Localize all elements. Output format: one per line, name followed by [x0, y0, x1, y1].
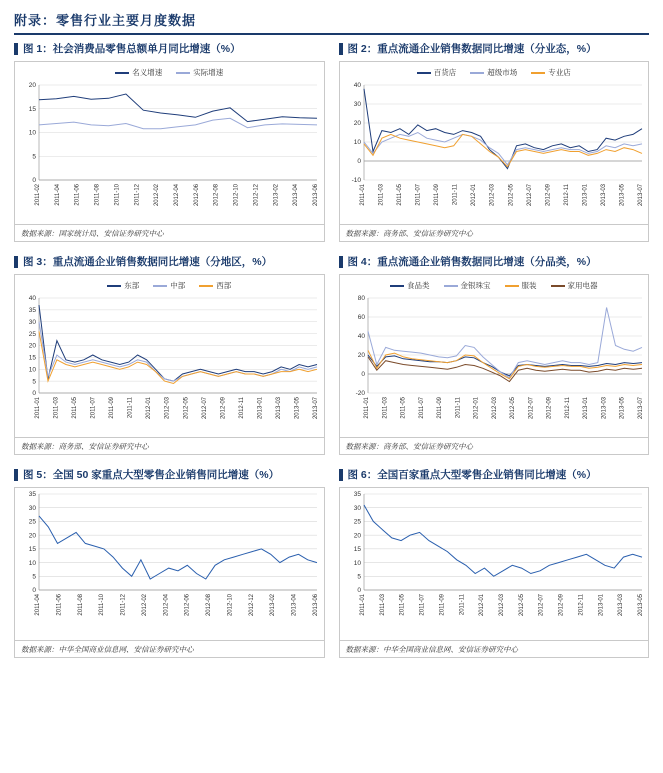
legend-item [107, 280, 139, 291]
legend-item [444, 280, 491, 291]
legend-label: 东部 [124, 281, 140, 290]
legend-swatch-icon [505, 285, 519, 287]
svg-text:5: 5 [32, 153, 36, 161]
svg-text:0: 0 [360, 371, 365, 379]
legend-label: 食品类 [407, 281, 430, 290]
svg-text:10: 10 [28, 559, 36, 567]
svg-text:-20: -20 [355, 390, 365, 398]
svg-text:60: 60 [357, 314, 365, 322]
figure-6 [332, 469, 650, 658]
figure-4-box [339, 274, 650, 455]
svg-text:2011-07: 2011-07 [415, 184, 422, 206]
svg-text:10: 10 [353, 559, 361, 567]
svg-text:30: 30 [353, 504, 361, 512]
figure-4-svg [340, 292, 650, 437]
figure-6-source: 数据来源：中华全国商业信息网、安信证券研究中心 [340, 640, 649, 657]
svg-text:2013-07: 2013-07 [637, 397, 644, 420]
svg-text:2012-10: 2012-10 [233, 184, 240, 207]
figure-1-box [14, 61, 325, 242]
svg-text:2012-06: 2012-06 [184, 594, 191, 617]
figure-2-svg [340, 79, 650, 224]
svg-text:2013-05: 2013-05 [637, 594, 644, 617]
figure-3-plot [15, 292, 324, 437]
svg-text:15: 15 [28, 354, 36, 362]
svg-text:2013-06: 2013-06 [313, 594, 319, 617]
legend-swatch-icon [176, 72, 190, 74]
legend-label: 服装 [521, 281, 537, 290]
svg-text:2011-01: 2011-01 [359, 594, 366, 616]
svg-text:2011-01: 2011-01 [35, 397, 41, 419]
legend-label: 超级市场 [487, 68, 518, 77]
legend-item [199, 280, 231, 291]
svg-text:5: 5 [32, 573, 36, 581]
svg-text:2011-03: 2011-03 [381, 397, 388, 419]
svg-text:2011-06: 2011-06 [74, 184, 81, 206]
svg-text:2012-04: 2012-04 [163, 594, 170, 617]
svg-text:2012-11: 2012-11 [563, 184, 570, 206]
svg-text:30: 30 [353, 101, 361, 109]
svg-text:2012-08: 2012-08 [213, 184, 220, 207]
svg-text:2011-08: 2011-08 [77, 594, 84, 616]
svg-text:2012-09: 2012-09 [546, 397, 553, 420]
svg-text:25: 25 [28, 518, 36, 526]
figure-5-box [14, 487, 325, 658]
svg-text:2012-02: 2012-02 [154, 184, 161, 207]
figure-5-source: 数据来源：中华全国商业信息网、安信证券研究中心 [15, 640, 324, 657]
svg-text:2011-06: 2011-06 [56, 594, 63, 616]
legend-swatch-icon [390, 285, 404, 287]
svg-text:20: 20 [28, 82, 36, 90]
legend-label: 中部 [170, 281, 186, 290]
legend-swatch-icon [470, 72, 484, 74]
svg-text:2011-11: 2011-11 [454, 397, 461, 419]
svg-text:2011-04: 2011-04 [35, 594, 41, 616]
figure-1 [14, 43, 332, 242]
svg-text:2013-02: 2013-02 [270, 594, 277, 617]
figure-6-box [339, 487, 650, 658]
row-spacer [14, 242, 649, 256]
svg-text:2012-09: 2012-09 [558, 594, 565, 617]
row-spacer [14, 455, 649, 469]
svg-text:25: 25 [353, 518, 361, 526]
svg-text:2011-07: 2011-07 [419, 594, 426, 616]
svg-text:40: 40 [353, 82, 361, 90]
figure-2-source: 数据来源：商务部、安信证券研究中心 [340, 224, 649, 241]
figure-6-svg [340, 488, 650, 640]
svg-text:2012-07: 2012-07 [201, 397, 208, 420]
figure-6-title: 图 6：全国百家重点大型零售企业销售同比增速（%） [339, 469, 650, 481]
figure-4-plot [340, 292, 649, 437]
svg-text:2011-05: 2011-05 [72, 397, 79, 419]
figure-3-title: 图 3：重点流通企业销售数据同比增速（分地区，%） [14, 256, 325, 268]
svg-text:25: 25 [28, 330, 36, 338]
svg-text:2012-12: 2012-12 [253, 184, 260, 207]
svg-text:2012-11: 2012-11 [577, 594, 584, 616]
figure-4-legend [340, 275, 649, 292]
figure-4-source: 数据来源：商务部、安信证券研究中心 [340, 437, 649, 454]
svg-text:2012-06: 2012-06 [193, 184, 200, 207]
svg-text:2011-05: 2011-05 [400, 397, 406, 419]
figure-3-source: 数据来源：商务部、安信证券研究中心 [15, 437, 324, 454]
legend-swatch-icon [531, 72, 545, 74]
figure-4-title: 图 4：重点流通企业销售数据同比增速（分品类，%） [339, 256, 650, 268]
legend-label: 金银珠宝 [460, 281, 491, 290]
svg-text:2011-12: 2011-12 [120, 594, 127, 616]
svg-text:2011-09: 2011-09 [436, 397, 443, 419]
legend-swatch-icon [444, 285, 458, 287]
svg-text:2011-07: 2011-07 [90, 397, 97, 419]
legend-item [551, 280, 598, 291]
svg-text:2011-02: 2011-02 [35, 184, 41, 206]
figure-1-source: 数据来源：国家统计局、安信证券研究中心 [15, 224, 324, 241]
svg-text:2011-10: 2011-10 [114, 184, 121, 206]
svg-text:2012-12: 2012-12 [248, 594, 255, 617]
svg-text:2011-11: 2011-11 [452, 184, 459, 206]
svg-text:0: 0 [356, 587, 361, 595]
svg-text:2012-03: 2012-03 [498, 594, 505, 617]
svg-text:10: 10 [28, 129, 36, 137]
svg-text:2013-06: 2013-06 [313, 184, 319, 207]
svg-text:2013-03: 2013-03 [601, 397, 607, 420]
legend-swatch-icon [115, 72, 129, 74]
svg-text:2012-01: 2012-01 [478, 594, 485, 617]
svg-text:5: 5 [32, 378, 36, 386]
svg-text:20: 20 [353, 532, 361, 540]
svg-text:2011-03: 2011-03 [378, 184, 384, 206]
figure-1-svg [15, 79, 325, 224]
svg-text:2012-01: 2012-01 [473, 397, 480, 420]
legend-item [470, 67, 517, 78]
svg-text:35: 35 [28, 491, 36, 499]
svg-text:0: 0 [356, 158, 361, 166]
svg-text:0: 0 [32, 390, 36, 398]
svg-text:2011-05: 2011-05 [399, 594, 406, 616]
svg-text:2013-04: 2013-04 [293, 184, 300, 207]
svg-text:2012-03: 2012-03 [489, 184, 496, 207]
figure-1-title: 图 1：社会消费品零售总额单月同比增速（%） [14, 43, 325, 55]
svg-text:2013-01: 2013-01 [597, 594, 604, 617]
svg-text:15: 15 [353, 546, 361, 554]
legend-item [176, 67, 223, 78]
legend-swatch-icon [551, 285, 565, 287]
legend-item [417, 67, 457, 78]
svg-text:2011-11: 2011-11 [127, 397, 134, 419]
svg-text:2011-03: 2011-03 [379, 594, 386, 616]
svg-text:2013-04: 2013-04 [291, 594, 298, 617]
figure-5 [14, 469, 332, 658]
svg-text:15: 15 [28, 105, 36, 113]
figure-1-plot [15, 79, 324, 224]
legend-label: 名义增速 [132, 68, 163, 77]
svg-text:2012-01: 2012-01 [146, 397, 153, 420]
legend-swatch-icon [417, 72, 431, 74]
svg-text:2013-07: 2013-07 [637, 184, 644, 207]
svg-text:2011-09: 2011-09 [109, 397, 116, 419]
svg-text:0: 0 [32, 177, 36, 185]
svg-text:35: 35 [353, 491, 361, 499]
svg-text:2011-05: 2011-05 [396, 184, 403, 206]
svg-text:35: 35 [28, 307, 36, 315]
svg-text:2013-05: 2013-05 [294, 397, 301, 420]
legend-item [505, 280, 537, 291]
svg-text:2012-10: 2012-10 [227, 594, 234, 617]
svg-text:40: 40 [28, 295, 36, 303]
legend-label: 西部 [216, 281, 232, 290]
svg-text:10: 10 [28, 366, 36, 374]
svg-text:40: 40 [357, 333, 365, 341]
svg-text:2011-03: 2011-03 [53, 397, 60, 419]
svg-text:2012-05: 2012-05 [183, 397, 190, 420]
legend-swatch-icon [199, 285, 213, 287]
svg-text:2012-09: 2012-09 [544, 184, 551, 207]
svg-text:30: 30 [28, 318, 36, 326]
svg-text:15: 15 [28, 546, 36, 554]
figure-6-plot [340, 488, 649, 640]
svg-text:2012-11: 2012-11 [238, 397, 245, 419]
page-title: 附录：零售行业主要月度数据 [14, 10, 649, 35]
svg-text:5: 5 [356, 573, 361, 581]
svg-text:2011-09: 2011-09 [438, 594, 445, 616]
svg-text:2011-09: 2011-09 [433, 184, 440, 206]
figure-5-title: 图 5：全国 50 家重点大型零售企业销售同比增速（%） [14, 469, 325, 481]
svg-text:2012-02: 2012-02 [141, 594, 148, 617]
figure-3-svg [15, 292, 325, 437]
legend-item [153, 280, 185, 291]
svg-text:2012-08: 2012-08 [206, 594, 213, 617]
svg-text:2012-07: 2012-07 [527, 397, 534, 420]
svg-text:2011-12: 2011-12 [134, 184, 141, 206]
legend-item [531, 67, 571, 78]
svg-text:2011-11: 2011-11 [458, 594, 465, 616]
svg-text:2011-07: 2011-07 [418, 397, 425, 419]
svg-text:2013-03: 2013-03 [600, 184, 607, 207]
svg-text:2013-03: 2013-03 [275, 397, 282, 420]
legend-item [115, 67, 162, 78]
svg-text:2013-07: 2013-07 [313, 397, 319, 420]
figure-2-plot [340, 79, 649, 224]
svg-text:30: 30 [28, 504, 36, 512]
svg-text:80: 80 [357, 295, 365, 303]
svg-text:2013-02: 2013-02 [273, 184, 280, 207]
svg-text:20: 20 [28, 342, 36, 350]
figure-3 [14, 256, 332, 455]
figure-2 [332, 43, 650, 242]
svg-text:2013-01: 2013-01 [581, 184, 588, 207]
svg-text:2012-03: 2012-03 [164, 397, 171, 420]
svg-text:0: 0 [32, 587, 36, 595]
legend-swatch-icon [153, 285, 167, 287]
svg-text:2012-03: 2012-03 [491, 397, 498, 420]
svg-text:2012-04: 2012-04 [174, 184, 180, 207]
figure-3-legend [15, 275, 324, 292]
svg-text:20: 20 [353, 120, 361, 128]
svg-text:-10: -10 [351, 177, 361, 185]
legend-label: 百货店 [433, 68, 457, 77]
svg-text:2012-01: 2012-01 [470, 184, 477, 207]
svg-text:2013-01: 2013-01 [582, 397, 589, 420]
legend-item [390, 280, 430, 291]
svg-text:2012-05: 2012-05 [509, 397, 516, 420]
svg-text:20: 20 [357, 352, 365, 360]
legend-label: 家用电器 [567, 281, 598, 290]
figure-4 [332, 256, 650, 455]
legend-label: 专业店 [548, 68, 571, 77]
legend-label: 实际增速 [193, 68, 224, 77]
svg-text:2011-08: 2011-08 [94, 184, 101, 206]
legend-swatch-icon [107, 285, 121, 287]
svg-text:10: 10 [353, 139, 361, 147]
svg-text:20: 20 [28, 532, 36, 540]
svg-text:2011-01: 2011-01 [359, 184, 366, 206]
figure-5-svg [15, 488, 325, 640]
svg-text:2011-01: 2011-01 [363, 397, 370, 419]
figure-2-legend [340, 62, 649, 79]
svg-text:2012-09: 2012-09 [220, 397, 227, 420]
figure-3-box [14, 274, 325, 455]
svg-text:2012-11: 2012-11 [564, 397, 571, 419]
svg-text:2011-04: 2011-04 [54, 184, 61, 206]
svg-text:2011-10: 2011-10 [99, 594, 106, 616]
svg-text:2013-03: 2013-03 [617, 594, 624, 617]
svg-text:2013-01: 2013-01 [257, 397, 264, 420]
figure-5-plot [15, 488, 324, 640]
chart-grid [14, 43, 649, 658]
svg-text:2013-05: 2013-05 [619, 397, 626, 420]
svg-text:2012-07: 2012-07 [526, 184, 533, 207]
figure-2-title: 图 2：重点流通企业销售数据同比增速（分业态，%） [339, 43, 650, 55]
figure-2-box [339, 61, 650, 242]
svg-text:2012-05: 2012-05 [507, 184, 514, 207]
svg-text:2012-05: 2012-05 [518, 594, 525, 617]
svg-text:2013-05: 2013-05 [619, 184, 625, 207]
figure-1-legend [15, 62, 324, 79]
svg-text:2012-07: 2012-07 [538, 594, 545, 617]
